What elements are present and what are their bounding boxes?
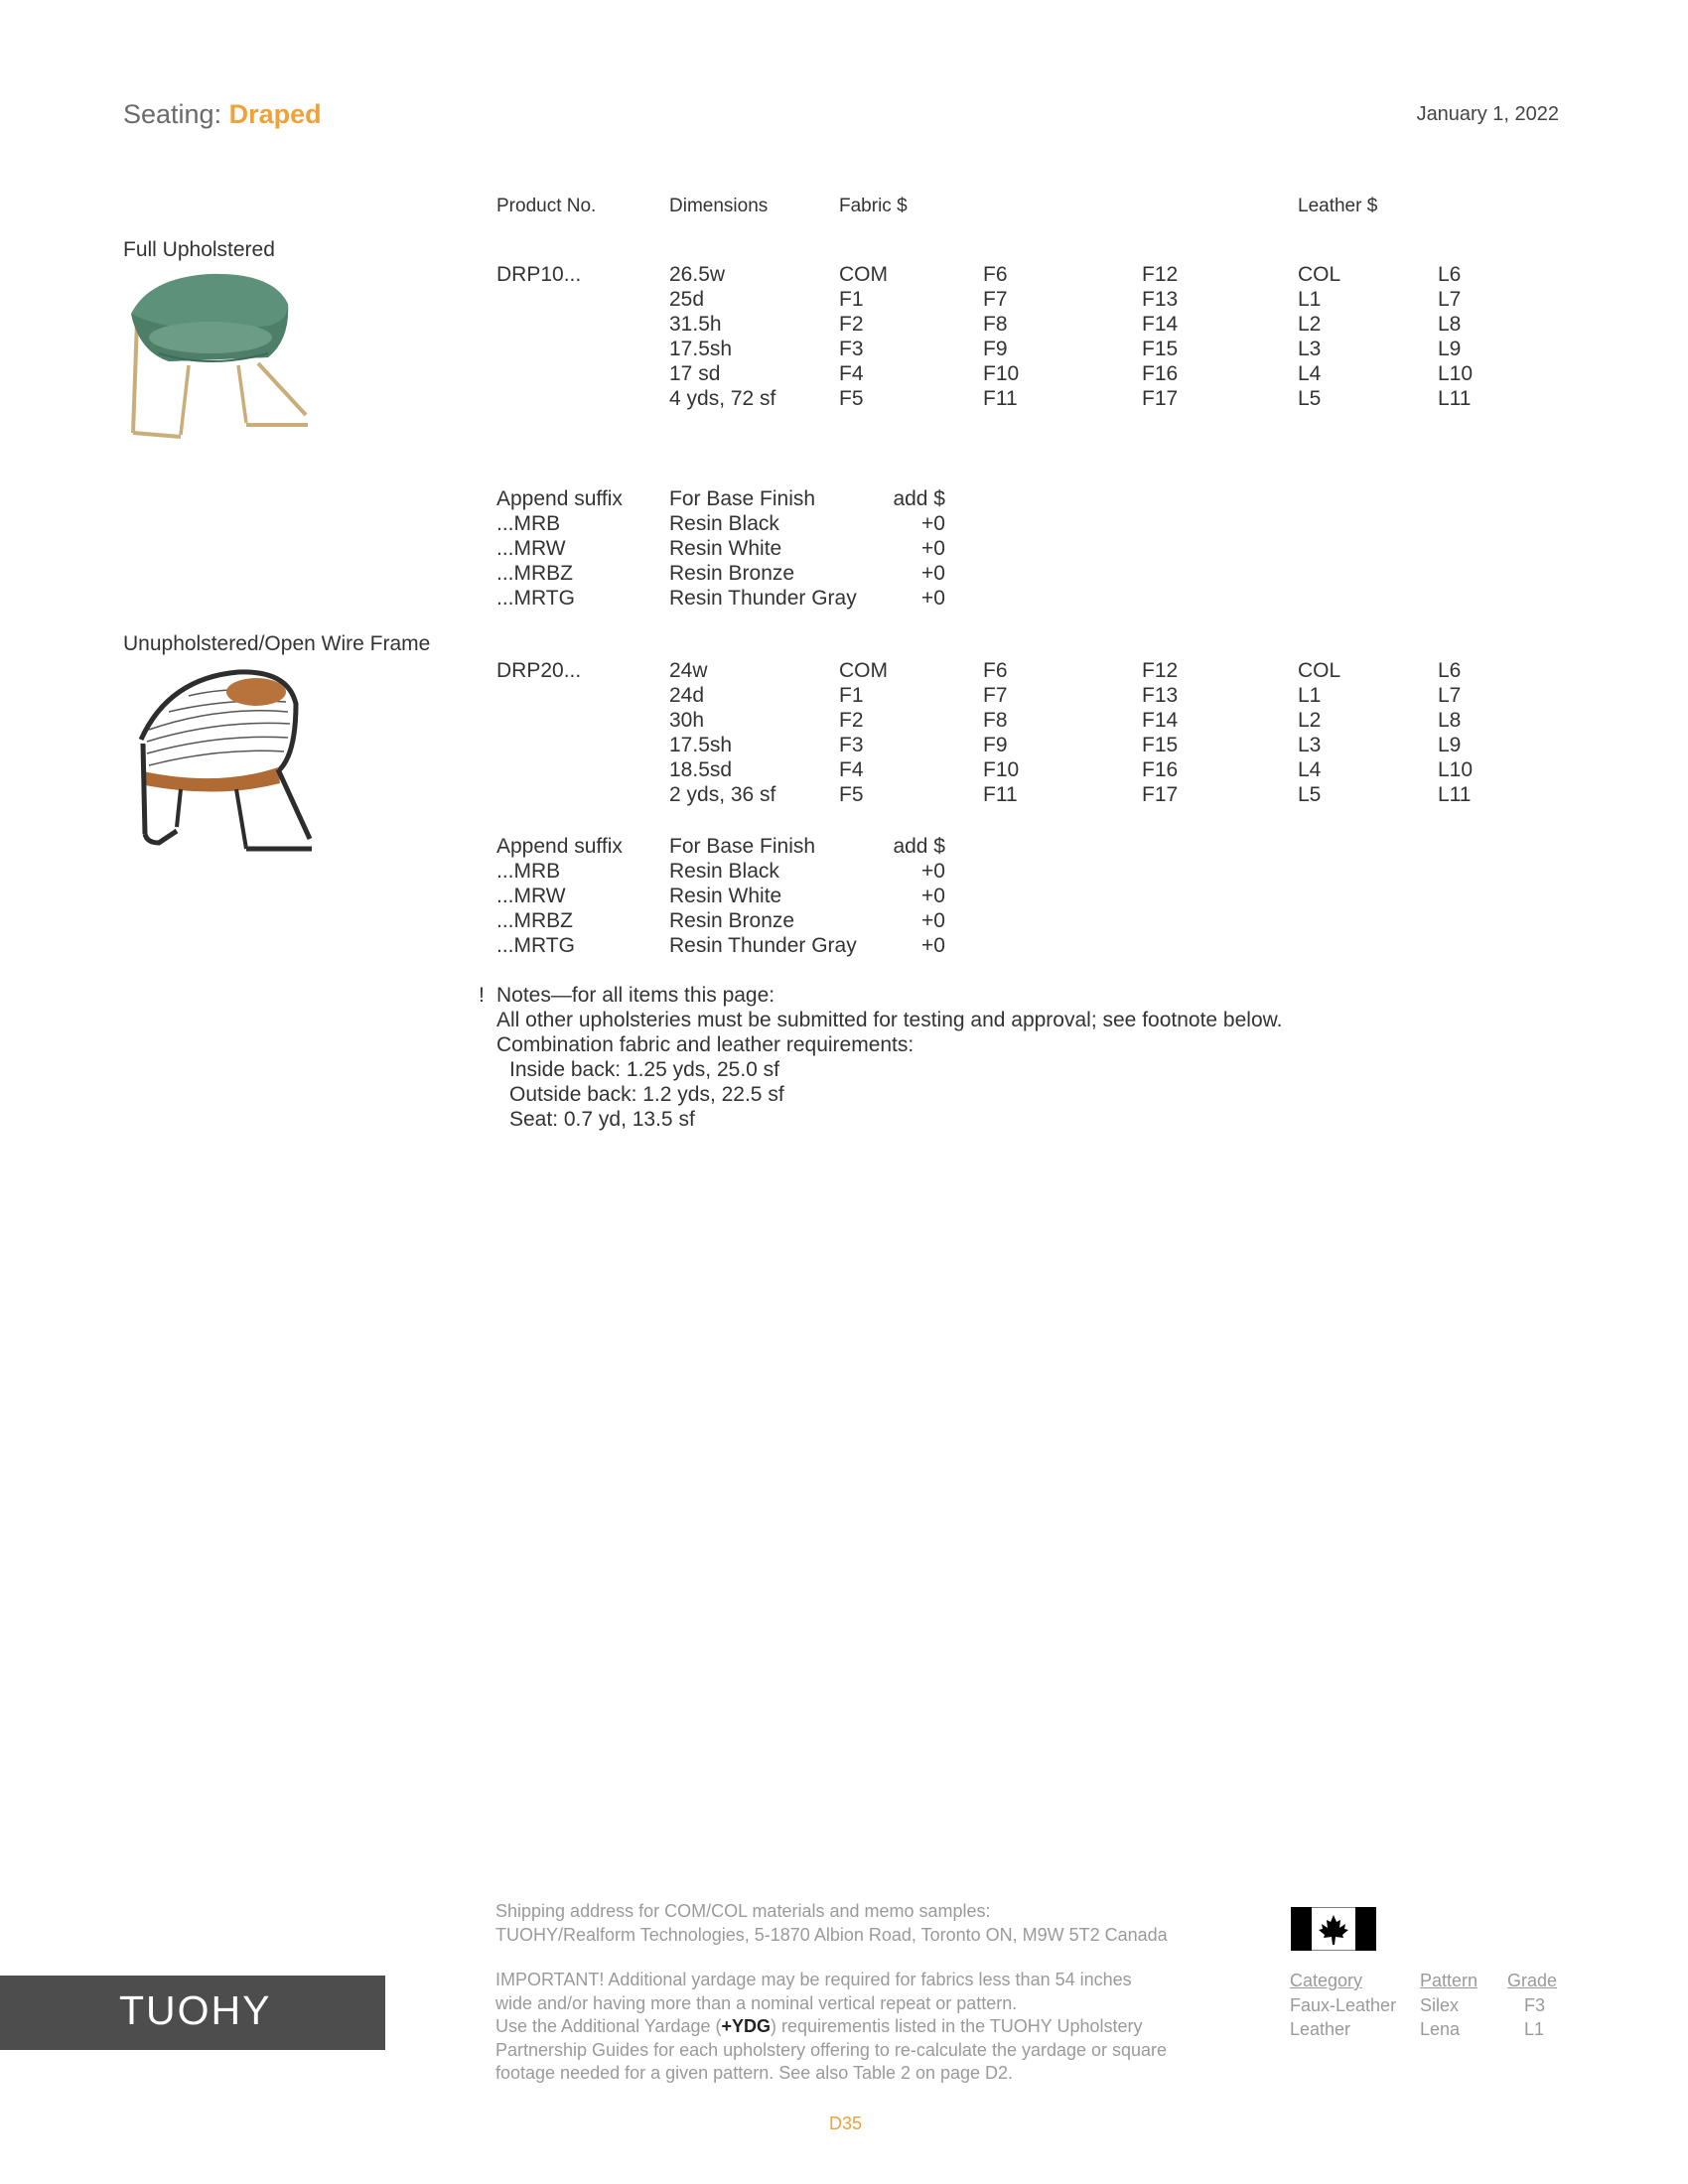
dimension-value: 26.5w xyxy=(669,263,726,286)
grade-code: F13 xyxy=(1142,288,1179,311)
grade-code: F16 xyxy=(1142,758,1179,781)
grade-code: F2 xyxy=(839,709,864,732)
subsection-title: Draped xyxy=(228,99,322,129)
suffix-code: ...MRTG xyxy=(496,587,575,610)
dimension-value: 30h xyxy=(669,709,705,732)
grade-code: COL xyxy=(1298,263,1341,286)
dimension-value: 31.5h xyxy=(669,313,722,336)
add-price: +0 xyxy=(921,562,945,585)
legend-header: Pattern xyxy=(1420,1971,1478,1990)
column-header-dimensions: Dimensions xyxy=(669,196,769,216)
grade-code: F5 xyxy=(839,387,864,410)
grade-code: L10 xyxy=(1438,362,1474,385)
dimensions-list xyxy=(669,262,775,411)
grade-code: F10 xyxy=(983,758,1020,781)
leather-grade-column xyxy=(1298,658,1340,807)
notes-block xyxy=(496,983,1282,1132)
notes-line: All other upholsteries must be submitted for testing and approval; see footnote below. xyxy=(496,1009,1283,1031)
suffix-header: Append suffix xyxy=(496,487,623,510)
important-line: IMPORTANT! Additional yardage may be required for fabrics less than 54 inches xyxy=(495,1970,1132,1989)
ydg-text-post: ) requirementis listed in the TUOHY Upholstery xyxy=(771,2016,1143,2036)
column-header-product: Product No. xyxy=(496,196,597,216)
grade-code: L3 xyxy=(1298,734,1322,756)
finish-header: For Base Finish xyxy=(669,835,816,858)
grade-code: F14 xyxy=(1142,709,1179,732)
finish-name: Resin Bronze xyxy=(669,909,795,932)
legend-grade: F3 xyxy=(1524,1995,1546,2015)
grade-code: L2 xyxy=(1298,709,1322,732)
suffix-code-column xyxy=(496,834,623,958)
product-number: DRP10... xyxy=(496,263,582,286)
green-upholstered-chair-image xyxy=(119,266,318,445)
notes-line: Inside back: 1.25 yds, 25.0 sf xyxy=(509,1058,779,1081)
important-line xyxy=(495,2015,1167,2039)
grade-code: F6 xyxy=(983,659,1008,682)
grade-code: L11 xyxy=(1438,783,1472,806)
fabric-grade-column xyxy=(1142,262,1178,411)
grade-code: COM xyxy=(839,263,888,286)
suffix-code: ...MRBZ xyxy=(496,562,573,585)
dimension-value: 18.5sd xyxy=(669,758,733,781)
grade-code: F15 xyxy=(1142,338,1179,360)
leather-grade-column xyxy=(1438,262,1473,411)
product-label: Full Upholstered xyxy=(123,238,275,261)
finish-name: Resin White xyxy=(669,885,782,907)
grade-code: COL xyxy=(1298,659,1341,682)
grade-code: L8 xyxy=(1438,313,1462,336)
grade-code: L6 xyxy=(1438,263,1462,286)
grade-code: F16 xyxy=(1142,362,1179,385)
brand-logo: TUOHY xyxy=(119,1987,272,2033)
grade-code: F8 xyxy=(983,709,1008,732)
product-label: Unupholstered/Open Wire Frame xyxy=(123,632,431,655)
add-price: +0 xyxy=(921,860,945,883)
suffix-code: ...MRB xyxy=(496,512,561,535)
notes-marker: ! xyxy=(479,984,485,1007)
grade-code: L5 xyxy=(1298,387,1322,410)
notes-heading: Notes—for all items this page: xyxy=(496,984,775,1007)
grade-code: L1 xyxy=(1298,288,1322,311)
suffix-code: ...MRW xyxy=(496,885,566,907)
legend-category: Faux-Leather xyxy=(1290,1995,1397,2015)
add-price: +0 xyxy=(921,885,945,907)
finish-name: Resin Thunder Gray xyxy=(669,934,857,957)
grade-code: L7 xyxy=(1438,288,1462,311)
grade-code: L4 xyxy=(1298,758,1322,781)
suffix-code: ...MRBZ xyxy=(496,909,573,932)
shipping-info xyxy=(495,1900,1168,1947)
dimension-value: 4 yds, 72 sf xyxy=(669,387,776,410)
grade-code: L11 xyxy=(1438,387,1472,410)
grade-code: F7 xyxy=(983,684,1008,707)
grade-code: F1 xyxy=(839,288,864,311)
finish-name: Resin Bronze xyxy=(669,562,795,585)
suffix-code-column xyxy=(496,486,623,611)
important-line: Partnership Guides for each upholstery offering to re-calculate the yardage or square xyxy=(495,2039,1168,2060)
fabric-grade-column xyxy=(1142,658,1178,807)
finish-name: Resin Black xyxy=(669,860,779,883)
section-title: Seating: xyxy=(123,99,222,129)
grade-code: F12 xyxy=(1142,263,1179,286)
canadian-flag-icon xyxy=(1291,1907,1376,1951)
grade-code: L9 xyxy=(1438,338,1462,360)
add-price: +0 xyxy=(921,934,945,957)
dimension-value: 25d xyxy=(669,288,705,311)
wire-frame-chair-image xyxy=(129,660,328,879)
finish-name: Resin Thunder Gray xyxy=(669,587,857,610)
finish-header: For Base Finish xyxy=(669,487,816,510)
notes-line: Combination fabric and leather requirements: xyxy=(496,1033,914,1056)
dimensions-list xyxy=(669,658,775,807)
grade-code: F13 xyxy=(1142,684,1179,707)
add-header: add $ xyxy=(893,835,945,858)
grade-code: F7 xyxy=(983,288,1008,311)
grade-code: F17 xyxy=(1142,783,1179,806)
grade-code: F8 xyxy=(983,313,1008,336)
grade-code: F5 xyxy=(839,783,864,806)
suffix-header: Append suffix xyxy=(496,835,623,858)
grade-code: L7 xyxy=(1438,684,1462,707)
grade-code: L1 xyxy=(1298,684,1322,707)
legend-header: Grade xyxy=(1507,1971,1558,1990)
legend-category: Leather xyxy=(1290,2019,1351,2039)
add-price: +0 xyxy=(921,587,945,610)
suffix-code: ...MRTG xyxy=(496,934,575,957)
grade-code: F12 xyxy=(1142,659,1179,682)
grade-code: F9 xyxy=(983,338,1008,360)
legend-header-category xyxy=(1290,1971,1362,1991)
grade-code: F3 xyxy=(839,734,864,756)
grade-code: F3 xyxy=(839,338,864,360)
notes-line: Outside back: 1.2 yds, 22.5 sf xyxy=(509,1083,784,1106)
finish-name: Resin Black xyxy=(669,512,779,535)
legend-header-pattern xyxy=(1420,1971,1477,1991)
grade-code: L8 xyxy=(1438,709,1462,732)
grade-code: F11 xyxy=(983,387,1018,410)
leather-grade-column xyxy=(1438,658,1473,807)
finish-name: Resin White xyxy=(669,537,782,560)
dimension-value: 17.5sh xyxy=(669,338,733,360)
column-header-fabric: Fabric $ xyxy=(839,196,908,216)
product-number: DRP20... xyxy=(496,659,582,682)
shipping-address: TUOHY/Realform Technologies, 5-1870 Albion Road, Toronto ON, M9W 5T2 Canada xyxy=(495,1924,1168,1945)
shipping-line: Shipping address for COM/COL materials and memo samples: xyxy=(495,1901,991,1921)
add-price-column xyxy=(874,486,945,611)
dimension-value: 17 sd xyxy=(669,362,721,385)
dimension-value: 24w xyxy=(669,659,708,682)
grade-code: L3 xyxy=(1298,338,1322,360)
grade-code: L9 xyxy=(1438,734,1462,756)
ydg-code: +YDG xyxy=(721,2016,772,2036)
add-price: +0 xyxy=(921,909,945,932)
legend-header-grade xyxy=(1507,1971,1557,1991)
add-price: +0 xyxy=(921,512,945,535)
legend-pattern: Silex xyxy=(1420,1995,1460,2015)
grade-code: F17 xyxy=(1142,387,1179,410)
grade-code: F6 xyxy=(983,263,1008,286)
legend-header: Category xyxy=(1290,1971,1363,1990)
fabric-grade-column xyxy=(839,262,888,411)
legend-pattern: Lena xyxy=(1420,2019,1461,2039)
important-line: wide and/or having more than a nominal vertical repeat or pattern. xyxy=(495,1992,1018,2013)
grade-code: COM xyxy=(839,659,888,682)
page-number: D35 xyxy=(829,2114,863,2133)
important-line: footage needed for a given pattern. See also Table 2 on page D2. xyxy=(495,2063,1014,2083)
grade-code: F1 xyxy=(839,684,864,707)
fabric-grade-column xyxy=(983,658,1019,807)
grade-code: L10 xyxy=(1438,758,1474,781)
grade-code: F4 xyxy=(839,362,864,385)
grade-code: L4 xyxy=(1298,362,1322,385)
dimension-value: 2 yds, 36 sf xyxy=(669,783,776,806)
page-date: January 1, 2022 xyxy=(1416,103,1559,125)
add-header: add $ xyxy=(893,487,945,510)
grade-code: L5 xyxy=(1298,783,1322,806)
grade-code: F4 xyxy=(839,758,864,781)
legend-grade: L1 xyxy=(1524,2019,1545,2039)
dimension-value: 17.5sh xyxy=(669,734,733,756)
finish-column xyxy=(669,834,857,958)
column-header-leather: Leather $ xyxy=(1298,196,1378,216)
grade-code: F14 xyxy=(1142,313,1179,336)
grade-code: F10 xyxy=(983,362,1020,385)
suffix-code: ...MRW xyxy=(496,537,566,560)
fabric-grade-column xyxy=(983,262,1019,411)
grade-code: F2 xyxy=(839,313,864,336)
fabric-grade-column xyxy=(839,658,888,807)
add-price: +0 xyxy=(921,537,945,560)
leather-grade-column xyxy=(1298,262,1340,411)
grade-code: L6 xyxy=(1438,659,1462,682)
ydg-text-pre: Use the Additional Yardage ( xyxy=(495,2016,722,2036)
page-title xyxy=(123,99,322,130)
grade-code: L2 xyxy=(1298,313,1322,336)
suffix-code: ...MRB xyxy=(496,860,561,883)
grade-code: F9 xyxy=(983,734,1008,756)
dimension-value: 24d xyxy=(669,684,705,707)
add-price-column xyxy=(874,834,945,958)
finish-column xyxy=(669,486,857,611)
grade-code: F15 xyxy=(1142,734,1179,756)
grade-code: F11 xyxy=(983,783,1018,806)
important-info xyxy=(495,1969,1167,2086)
notes-line: Seat: 0.7 yd, 13.5 sf xyxy=(509,1108,695,1131)
